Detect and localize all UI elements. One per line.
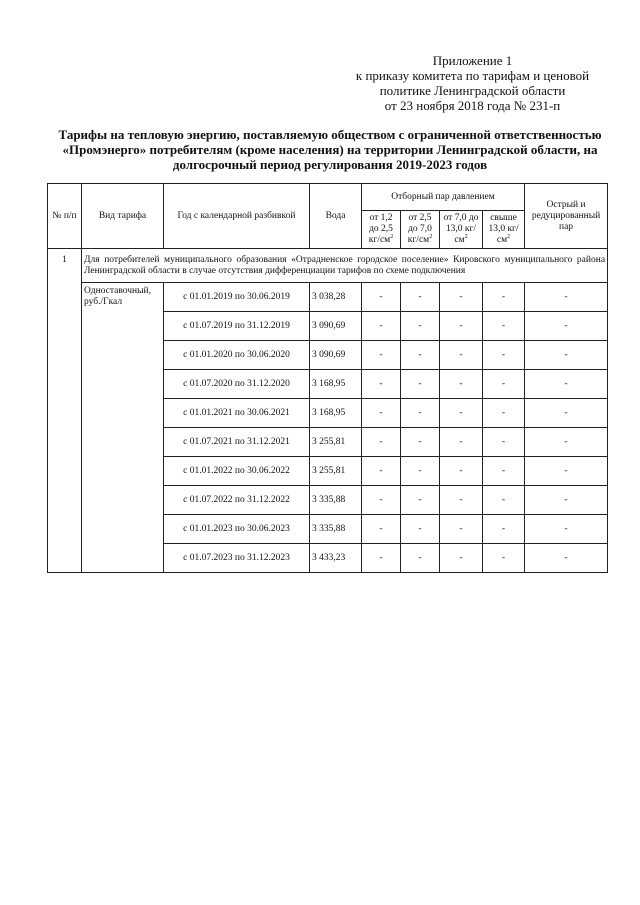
appendix-line: Приложение 1 bbox=[432, 53, 513, 68]
empty-value-cell: - bbox=[401, 370, 440, 399]
empty-value-cell: - bbox=[362, 457, 401, 486]
title-line: Тарифы на тепловую энергию, поставляемую обществом с ограниченной ответственностью bbox=[58, 127, 602, 142]
empty-value-cell: - bbox=[483, 399, 525, 428]
period-cell: с 01.07.2023 по 31.12.2023 bbox=[164, 544, 310, 573]
period-cell: с 01.01.2022 по 30.06.2022 bbox=[164, 457, 310, 486]
header-sharp-steam: Острый и редуцированный пар bbox=[525, 184, 608, 249]
period-cell: с 01.07.2020 по 31.12.2020 bbox=[164, 370, 310, 399]
header-tariff-type: Вид тарифа bbox=[82, 184, 164, 249]
empty-value-cell: - bbox=[440, 428, 483, 457]
empty-value-cell: - bbox=[525, 515, 608, 544]
empty-value-cell: - bbox=[440, 486, 483, 515]
water-tariff-cell: 3 335,88 bbox=[310, 515, 362, 544]
empty-value-cell: - bbox=[362, 341, 401, 370]
water-tariff-cell: 3 255,81 bbox=[310, 428, 362, 457]
empty-value-cell: - bbox=[362, 399, 401, 428]
empty-value-cell: - bbox=[525, 544, 608, 573]
header-steam-4: свыше 13,0 $кг/см^2$ bbox=[483, 211, 525, 249]
empty-value-cell: - bbox=[362, 283, 401, 312]
period-cell: с 01.07.2022 по 31.12.2022 bbox=[164, 486, 310, 515]
title-line: долгосрочный период регулирования 2019-2023 годов bbox=[172, 157, 488, 172]
empty-value-cell: - bbox=[483, 544, 525, 573]
empty-value-cell: - bbox=[483, 341, 525, 370]
period-cell: с 01.01.2019 по 30.06.2019 bbox=[164, 283, 310, 312]
period-cell: с 01.07.2021 по 31.12.2021 bbox=[164, 428, 310, 457]
empty-value-cell: - bbox=[401, 515, 440, 544]
tariff-table bbox=[47, 183, 608, 573]
appendix-line: к приказу комитета по тарифам и ценовой bbox=[355, 68, 590, 83]
empty-value-cell: - bbox=[362, 370, 401, 399]
empty-value-cell: - bbox=[401, 341, 440, 370]
empty-value-cell: - bbox=[440, 544, 483, 573]
empty-value-cell: - bbox=[525, 312, 608, 341]
table-row bbox=[48, 283, 608, 312]
empty-value-cell: - bbox=[440, 457, 483, 486]
empty-value-cell: - bbox=[440, 341, 483, 370]
empty-value-cell: - bbox=[362, 312, 401, 341]
empty-value-cell: - bbox=[525, 370, 608, 399]
empty-value-cell: - bbox=[483, 457, 525, 486]
empty-value-cell: - bbox=[483, 283, 525, 312]
empty-value-cell: - bbox=[362, 515, 401, 544]
header-steam-group: Отборный пар давлением bbox=[362, 184, 525, 211]
empty-value-cell: - bbox=[401, 486, 440, 515]
header-steam-1: от 1,2 до 2,5 $кг/см^2$ bbox=[362, 211, 401, 249]
water-tariff-cell: 3 090,69 bbox=[310, 341, 362, 370]
water-tariff-cell: 3 255,81 bbox=[310, 457, 362, 486]
empty-value-cell: - bbox=[401, 312, 440, 341]
title-line: «Промэнерго» потребителям (кроме населения) на территории Ленинградской области, на bbox=[62, 142, 598, 157]
empty-value-cell: - bbox=[362, 428, 401, 457]
water-tariff-cell: 3 433,23 bbox=[310, 544, 362, 573]
empty-value-cell: - bbox=[525, 457, 608, 486]
group-number: 1 bbox=[48, 249, 82, 573]
empty-value-cell: - bbox=[401, 283, 440, 312]
empty-value-cell: - bbox=[440, 370, 483, 399]
empty-value-cell: - bbox=[440, 399, 483, 428]
header-water: Вода bbox=[310, 184, 362, 249]
empty-value-cell: - bbox=[440, 312, 483, 341]
empty-value-cell: - bbox=[401, 399, 440, 428]
empty-value-cell: - bbox=[525, 486, 608, 515]
empty-value-cell: - bbox=[483, 428, 525, 457]
water-tariff-cell: 3 090,69 bbox=[310, 312, 362, 341]
header-steam-3: от 7,0 до 13,0 $кг/см^2$ bbox=[440, 211, 483, 249]
empty-value-cell: - bbox=[483, 515, 525, 544]
document-title bbox=[40, 127, 620, 172]
empty-value-cell: - bbox=[483, 486, 525, 515]
tariff-type-cell: Одноставочный, руб./Гкал bbox=[82, 283, 164, 573]
empty-value-cell: - bbox=[525, 341, 608, 370]
empty-value-cell: - bbox=[401, 428, 440, 457]
empty-value-cell: - bbox=[401, 457, 440, 486]
empty-value-cell: - bbox=[525, 283, 608, 312]
header-num: № п/п bbox=[48, 184, 82, 249]
empty-value-cell: - bbox=[362, 486, 401, 515]
appendix-line: от 23 ноября 2018 года № 231-п bbox=[384, 98, 561, 113]
header-steam-2: от 2,5 до 7,0 $кг/см^2$ bbox=[401, 211, 440, 249]
consumer-description: Для потребителей муниципального образования «Отрадненское городское поселение» Кировского муниципального района Ленинградской области в случае отсутствия дифференциации тарифов по схеме подключения bbox=[82, 249, 608, 283]
empty-value-cell: - bbox=[440, 283, 483, 312]
empty-value-cell: - bbox=[401, 544, 440, 573]
appendix-line: политике Ленинградской области bbox=[379, 83, 566, 98]
water-tariff-cell: 3 168,95 bbox=[310, 399, 362, 428]
period-cell: с 01.01.2023 по 30.06.2023 bbox=[164, 515, 310, 544]
appendix-header bbox=[330, 53, 615, 113]
empty-value-cell: - bbox=[483, 370, 525, 399]
period-cell: с 01.07.2019 по 31.12.2019 bbox=[164, 312, 310, 341]
period-cell: с 01.01.2021 по 30.06.2021 bbox=[164, 399, 310, 428]
water-tariff-cell: 3 335,88 bbox=[310, 486, 362, 515]
empty-value-cell: - bbox=[525, 428, 608, 457]
water-tariff-cell: 3 038,28 bbox=[310, 283, 362, 312]
empty-value-cell: - bbox=[483, 312, 525, 341]
period-cell: с 01.01.2020 по 30.06.2020 bbox=[164, 341, 310, 370]
header-year: Год с календарной разбивкой bbox=[164, 184, 310, 249]
empty-value-cell: - bbox=[440, 515, 483, 544]
empty-value-cell: - bbox=[362, 544, 401, 573]
empty-value-cell: - bbox=[525, 399, 608, 428]
water-tariff-cell: 3 168,95 bbox=[310, 370, 362, 399]
